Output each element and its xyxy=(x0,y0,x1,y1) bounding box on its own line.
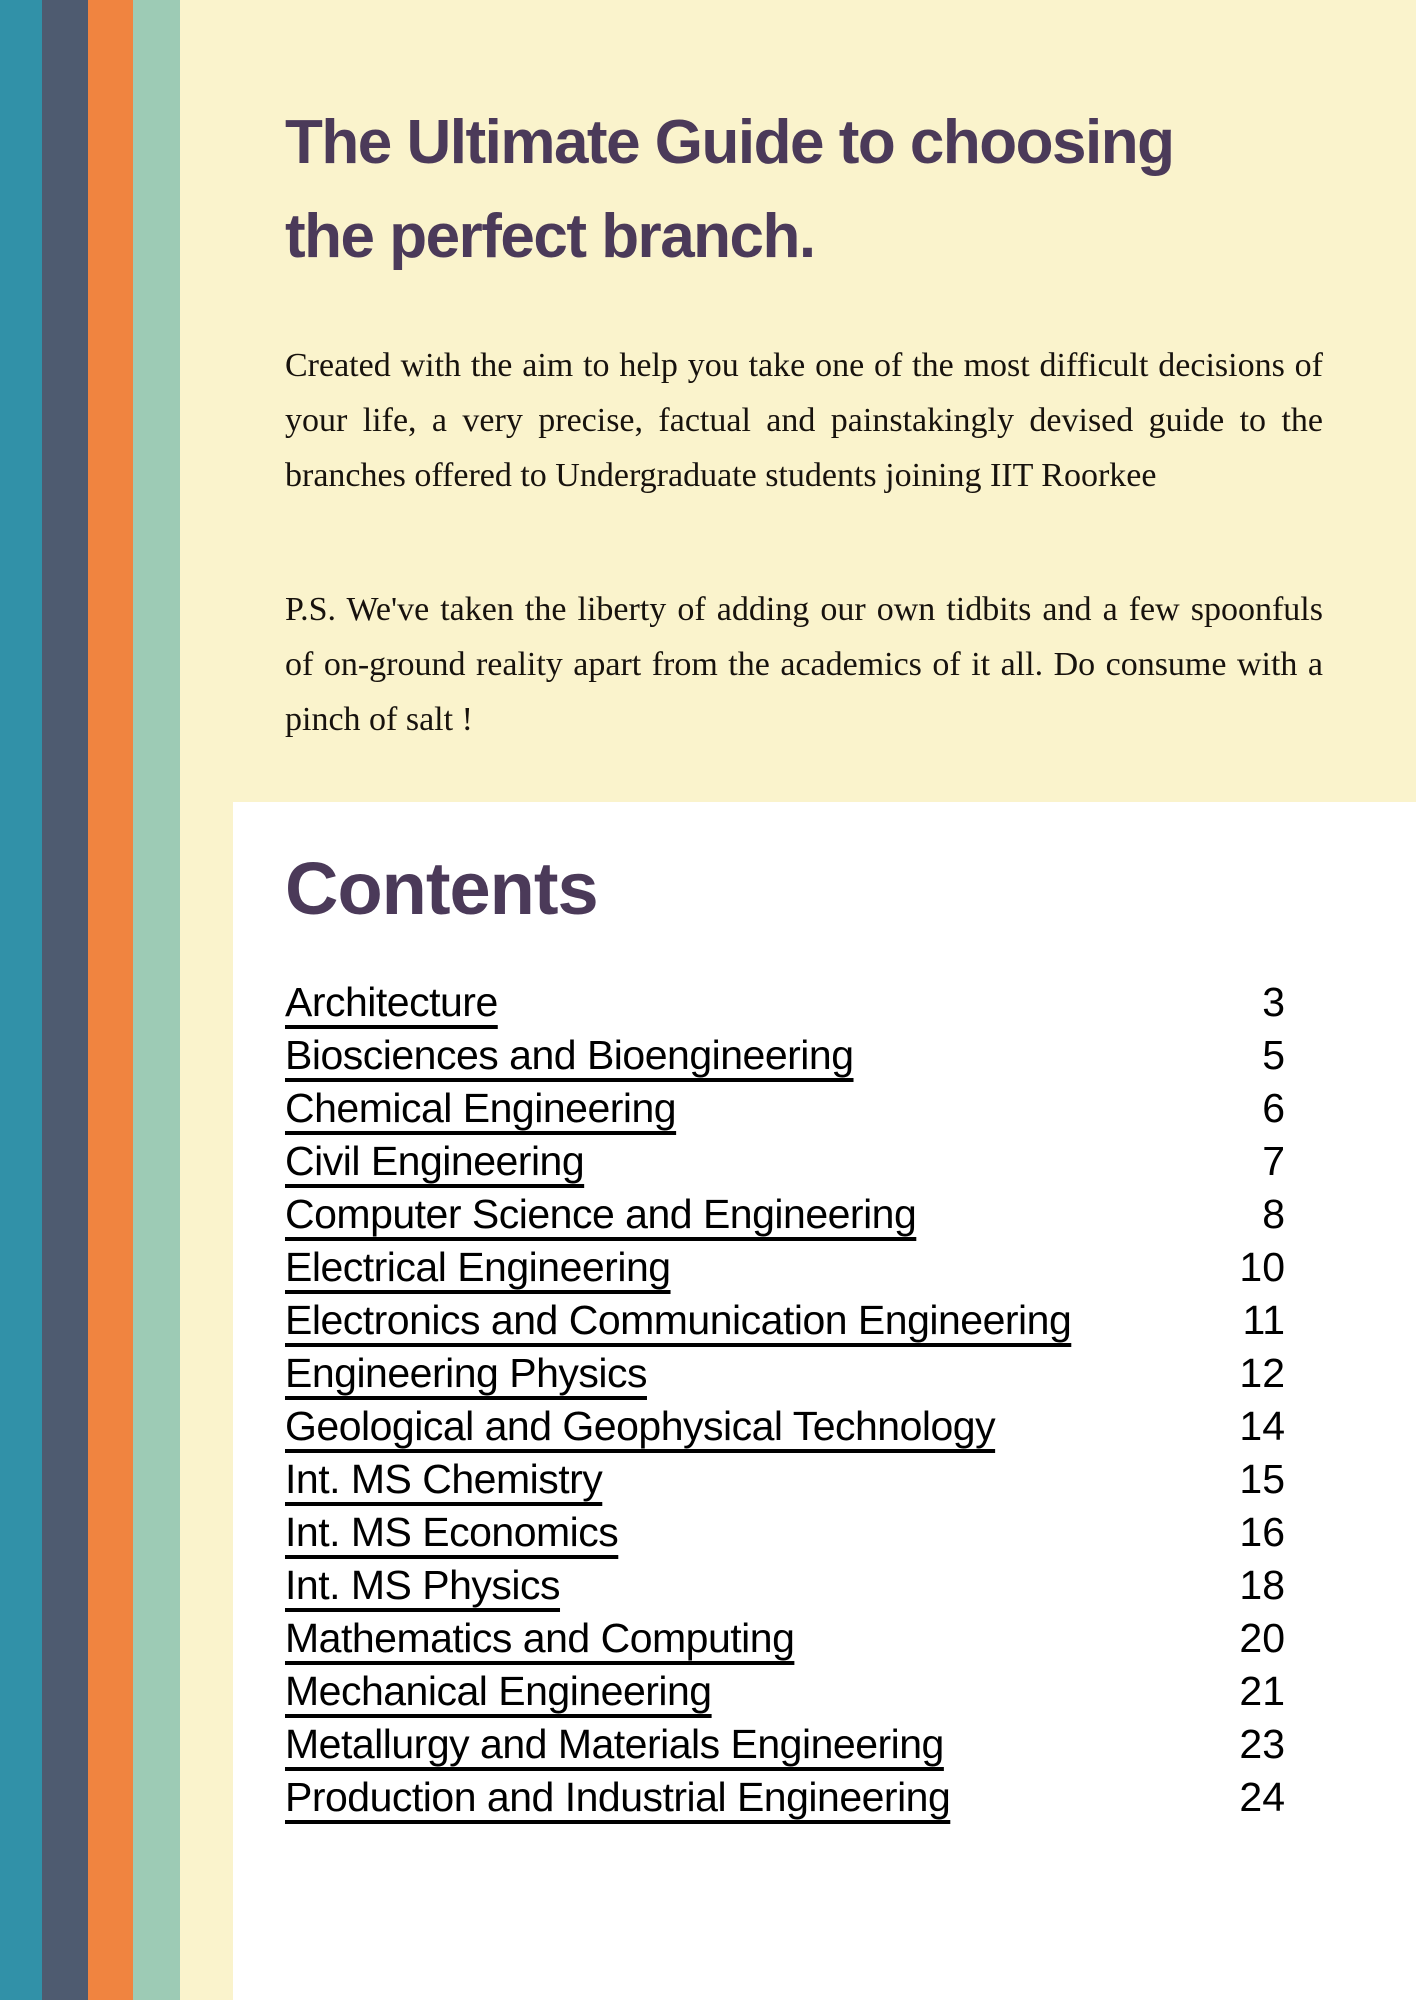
toc-row xyxy=(285,976,1285,1029)
toc-page-number: 16 xyxy=(1239,1509,1285,1555)
toc-page-number: 6 xyxy=(1262,1085,1285,1131)
toc-row xyxy=(285,1241,1285,1294)
decorative-stripe-sage xyxy=(133,0,180,2000)
toc-entry-link[interactable]: Electrical Engineering xyxy=(285,1244,671,1290)
toc-entry-link[interactable]: Metallurgy and Materials Engineering xyxy=(285,1721,944,1767)
toc-page-number: 7 xyxy=(1262,1138,1285,1184)
toc-entry-link[interactable]: Geological and Geophysical Technology xyxy=(285,1403,996,1449)
toc-page-number: 14 xyxy=(1239,1403,1285,1449)
toc-page-number: 8 xyxy=(1262,1191,1285,1237)
toc-row xyxy=(285,1718,1285,1771)
intro-paragraph: Created with the aim to help you take one of the most difficult decisions of your life, a very precise, factual and painstakingly devised guide to the branches offered to Undergraduate students joining IIT Roorkee xyxy=(285,347,1323,494)
toc-page-number: 5 xyxy=(1262,1032,1285,1078)
toc-page-number: 12 xyxy=(1239,1350,1285,1396)
toc-entry-link[interactable]: Int. MS Chemistry xyxy=(285,1456,603,1502)
page-title: The Ultimate Guide to choosing the perfect branch. xyxy=(285,108,1174,271)
decorative-stripe-orange xyxy=(88,0,133,2000)
ps-paragraph: P.S. We've taken the liberty of adding our own tidbits and a few spoonfuls of on-ground reality apart from the academics of it all. Do consume with a pinch of salt ! xyxy=(285,591,1323,738)
toc-page-number: 11 xyxy=(1242,1297,1285,1343)
toc-row xyxy=(285,1506,1285,1559)
toc-entry-link[interactable]: Chemical Engineering xyxy=(285,1085,677,1131)
toc-row xyxy=(285,1771,1285,1824)
toc-row xyxy=(285,1029,1285,1082)
toc-row xyxy=(285,1559,1285,1612)
toc-entry-link[interactable]: Architecture xyxy=(285,979,498,1025)
toc-entry-link[interactable]: Production and Industrial Engineering xyxy=(285,1774,951,1820)
toc-page-number: 23 xyxy=(1239,1721,1285,1767)
toc-entry-link[interactable]: Computer Science and Engineering xyxy=(285,1191,917,1237)
toc-row xyxy=(285,1665,1285,1718)
toc-row xyxy=(285,1188,1285,1241)
toc-entry-link[interactable]: Mathematics and Computing xyxy=(285,1615,795,1661)
toc-row xyxy=(285,1082,1285,1135)
toc-row xyxy=(285,1400,1285,1453)
toc-entry-link[interactable]: Mechanical Engineering xyxy=(285,1668,712,1714)
toc-entry-link[interactable]: Int. MS Physics xyxy=(285,1562,561,1608)
toc-page-number: 10 xyxy=(1239,1244,1285,1290)
toc-page-number: 21 xyxy=(1239,1668,1285,1714)
decorative-stripe-teal xyxy=(0,0,42,2000)
toc-page-number: 18 xyxy=(1239,1562,1285,1608)
toc-row xyxy=(285,1135,1285,1188)
toc-entry-link[interactable]: Electronics and Communication Engineering xyxy=(285,1297,1072,1343)
toc-row xyxy=(285,1453,1285,1506)
decorative-stripe-slate xyxy=(42,0,88,2000)
table-of-contents xyxy=(285,976,1285,1824)
toc-entry-link[interactable]: Civil Engineering xyxy=(285,1138,585,1184)
toc-entry-link[interactable]: Biosciences and Bioengineering xyxy=(285,1032,854,1078)
contents-heading: Contents xyxy=(285,847,598,930)
toc-row xyxy=(285,1294,1285,1347)
toc-page-number: 3 xyxy=(1262,979,1285,1025)
toc-row xyxy=(285,1612,1285,1665)
toc-page-number: 15 xyxy=(1239,1456,1285,1502)
toc-page-number: 20 xyxy=(1239,1615,1285,1661)
toc-row xyxy=(285,1347,1285,1400)
toc-page-number: 24 xyxy=(1239,1774,1285,1820)
toc-entry-link[interactable]: Int. MS Economics xyxy=(285,1509,619,1555)
toc-entry-link[interactable]: Engineering Physics xyxy=(285,1350,647,1396)
